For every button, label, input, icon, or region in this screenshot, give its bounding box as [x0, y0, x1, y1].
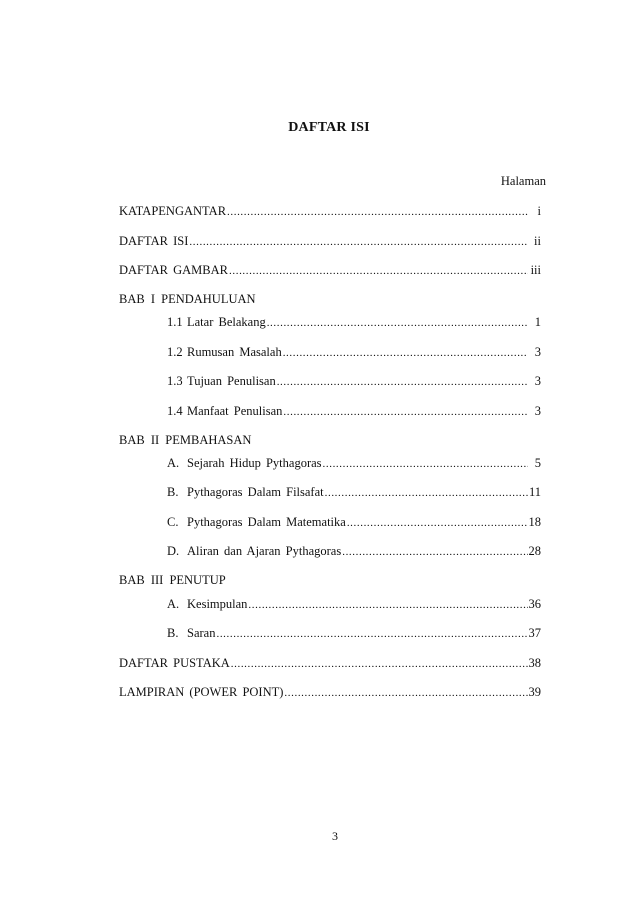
- toc-entry-daftar-isi[interactable]: [119, 233, 541, 250]
- toc-entry-text: Latar Belakang: [187, 315, 266, 329]
- toc-entry-kata-pengantar[interactable]: [119, 203, 541, 220]
- toc-entry-label: [167, 314, 266, 330]
- toc-entry-prefix: A.: [167, 597, 180, 611]
- toc-entry-bab2-item[interactable]: [167, 455, 541, 472]
- toc-entry-text: Saran: [187, 626, 216, 640]
- toc-entry-label: [167, 484, 324, 500]
- toc-entry-label: LAMPIRAN (POWER POINT): [119, 685, 284, 699]
- toc-page-number: 3: [534, 374, 541, 388]
- toc-entry-text: Tujuan Penulisan: [187, 374, 276, 388]
- toc-leader-dots: [248, 597, 527, 613]
- toc-entry-label: [167, 596, 247, 612]
- toc-leader-dots: [342, 544, 527, 560]
- toc-leader-dots: [325, 485, 528, 501]
- toc-page-number: 3: [534, 345, 541, 359]
- toc-entry-prefix: D.: [167, 544, 180, 558]
- toc-entry-text: Sejarah Hidup Pythagoras: [187, 456, 322, 470]
- toc-leader-dots: [347, 515, 528, 531]
- toc-leader-dots: [229, 263, 528, 279]
- toc-entry-bab1-item[interactable]: [167, 403, 541, 420]
- toc-page-number: 11: [528, 485, 541, 499]
- toc-entry-prefix: A.: [167, 456, 180, 470]
- toc-entry-bab1-item[interactable]: [167, 373, 541, 390]
- toc-page-number: i: [537, 204, 541, 218]
- toc-entry-label: [167, 455, 322, 471]
- toc-entry-text: Pythagoras Dalam Matematika: [187, 515, 346, 529]
- toc-entry-label: [167, 403, 282, 419]
- toc-page-number: 3: [534, 404, 541, 418]
- toc-page-number: 39: [528, 685, 541, 699]
- footer-page-number: 3: [332, 829, 338, 843]
- toc-entry-prefix: B.: [167, 626, 179, 640]
- toc-leader-dots: [227, 204, 528, 220]
- toc-entry-lampiran[interactable]: [119, 684, 541, 701]
- toc-entry-label: DAFTAR PUSTAKA: [119, 656, 230, 670]
- toc-entry-label: [167, 625, 215, 641]
- toc-entry-bab3-item[interactable]: [167, 596, 541, 613]
- toc-entry-bab2-item[interactable]: [167, 484, 541, 501]
- toc-page-number: iii: [530, 263, 541, 277]
- page-column-label: Halaman: [500, 174, 546, 188]
- toc-page-number: 37: [528, 626, 541, 640]
- toc-entry-label: [167, 514, 346, 530]
- toc-entry-prefix: 1.1: [167, 315, 183, 329]
- toc-leader-dots: [277, 374, 528, 390]
- toc-page-number: 38: [528, 656, 541, 670]
- toc-page-number: 36: [528, 597, 541, 611]
- toc-page-number: ii: [534, 234, 541, 248]
- toc-entry-text: Aliran dan Ajaran Pythagoras: [187, 544, 342, 558]
- toc-entry-prefix: B.: [167, 485, 179, 499]
- toc-entry-bab1-item[interactable]: [167, 344, 541, 361]
- toc-entry-daftar-pustaka[interactable]: [119, 655, 541, 672]
- toc-entry-prefix: 1.4: [167, 404, 183, 418]
- toc-leader-dots: [283, 345, 528, 361]
- toc-entry-bab2-item[interactable]: [167, 543, 541, 560]
- toc-chapter-heading-bab2: BAB II PEMBAHASAN: [119, 433, 252, 447]
- toc-page-number: 28: [528, 544, 541, 558]
- toc-entry-bab1-item[interactable]: [167, 314, 541, 331]
- toc-entry-text: Pythagoras Dalam Filsafat: [187, 485, 324, 499]
- toc-leader-dots: [231, 656, 528, 672]
- toc-entry-text: Manfaat Penulisan: [187, 404, 283, 418]
- toc-leader-dots: [216, 626, 527, 642]
- toc-leader-dots: [283, 404, 528, 420]
- toc-leader-dots: [284, 685, 527, 701]
- toc-entry-text: Kesimpulan: [187, 597, 248, 611]
- toc-entry-bab3-item[interactable]: [167, 625, 541, 642]
- toc-entry-bab2-item[interactable]: [167, 514, 541, 531]
- toc-page-number: 18: [528, 515, 541, 529]
- toc-entry-label: [167, 543, 341, 559]
- toc-entry-text: Rumusan Masalah: [187, 345, 282, 359]
- toc-entry-label: [167, 373, 276, 389]
- toc-page-number: 1: [534, 315, 541, 329]
- toc-leader-dots: [323, 456, 528, 472]
- toc-entry-label: KATAPENGANTAR: [119, 204, 227, 218]
- toc-entry-daftar-gambar[interactable]: [119, 262, 541, 279]
- toc-leader-dots: [189, 234, 528, 250]
- toc-entry-prefix: 1.2: [167, 345, 183, 359]
- toc-chapter-heading-bab1: BAB I PENDAHULUAN: [119, 292, 256, 306]
- toc-entry-prefix: C.: [167, 515, 179, 529]
- toc-entry-label: DAFTAR GAMBAR: [119, 263, 229, 277]
- toc-chapter-heading-bab3: BAB III PENUTUP: [119, 573, 226, 587]
- toc-entry-prefix: 1.3: [167, 374, 183, 388]
- document-title: DAFTAR ISI: [288, 120, 370, 135]
- toc-leader-dots: [267, 315, 528, 331]
- toc-entry-label: [167, 344, 282, 360]
- toc-page-number: 5: [534, 456, 541, 470]
- toc-entry-label: DAFTAR ISI: [119, 234, 189, 248]
